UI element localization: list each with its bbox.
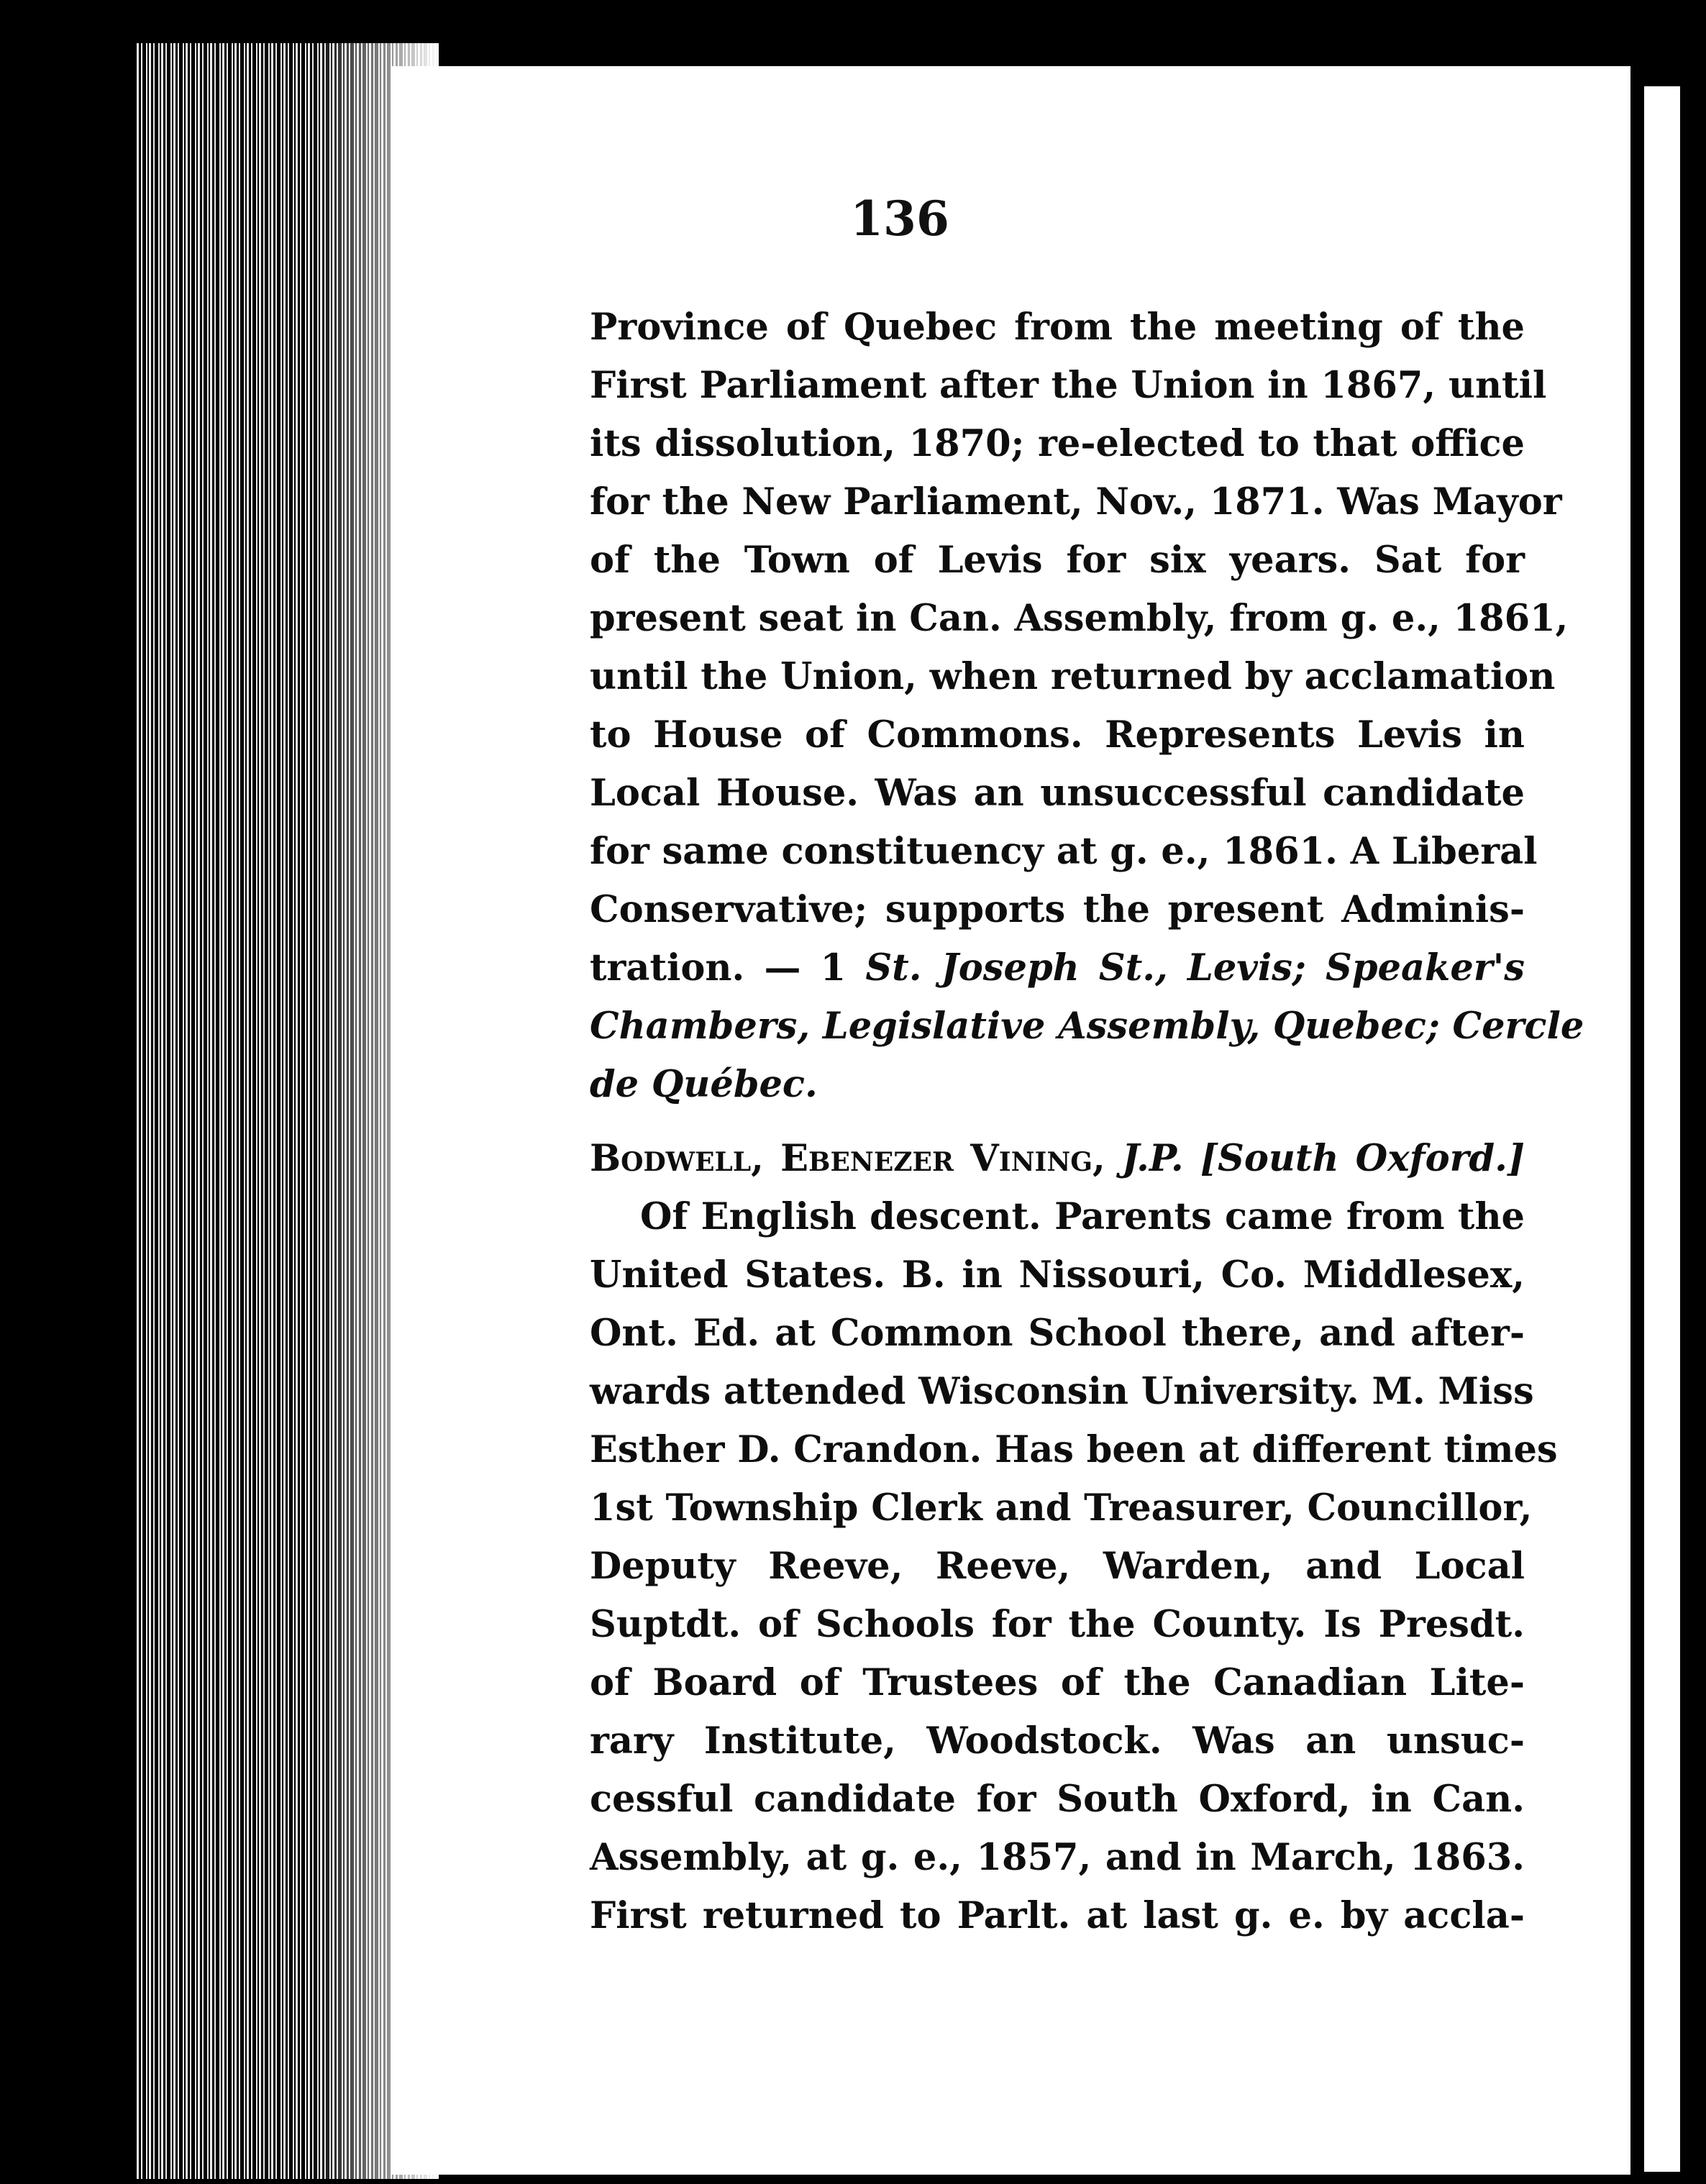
text-line: Deputy Reeve, Reeve, Warden, and Local [590, 1545, 1525, 1588]
heading-name: Bodwell, Ebenezer Vining, [590, 1137, 1105, 1180]
text-line: United States. B. in Nissouri, Co. Middlesex, [590, 1253, 1525, 1297]
entry-gap [590, 1114, 1525, 1130]
text-line: First Parliament after the Union in 1867, until [590, 364, 1547, 407]
text-line: cessful candidate for South Oxford, in Can. [590, 1778, 1525, 1821]
text-line: Ont. Ed. at Common School there, and after- [590, 1312, 1525, 1355]
text-line: present seat in Can. Assembly, from g. e., 1861, [590, 597, 1569, 640]
text-line: wards attended Wisconsin University. M. Miss [590, 1370, 1534, 1413]
text-line: of the Town of Levis for six years. Sat for [590, 539, 1525, 582]
address-line: de Québec. [590, 1063, 818, 1106]
text-line: for same constituency at g. e., 1861. A Liberal [590, 830, 1538, 873]
address-lead: tration. — 1 [590, 946, 847, 990]
heading-title: J.P. [1122, 1137, 1184, 1180]
text-line: Conservative; supports the present Adminis- [590, 888, 1525, 931]
text-line: Of English descent. Parents came from the [640, 1195, 1525, 1238]
text-line: First returned to Parlt. at last g. e. by accla- [590, 1894, 1525, 1937]
entry-heading [590, 1130, 1525, 1188]
text-line: Esther D. Crandon. Has been at different times [590, 1428, 1558, 1471]
text-line: 1st Township Clerk and Treasurer, Councillor, [590, 1486, 1533, 1530]
text-line: Province of Quebec from the meeting of the [590, 306, 1525, 349]
text-line: Suptdt. of Schools for the County. Is Presdt. [590, 1603, 1525, 1646]
scan-border [1644, 86, 1680, 2172]
page-edge-fade [309, 43, 439, 2179]
text-line: Assembly, at g. e., 1857, and in March, 1863. [590, 1836, 1525, 1879]
address-line: Chambers, Legislative Assembly, Quebec; Cercle [590, 1005, 1584, 1048]
address-italic: St. Joseph St., Levis; Speaker's [865, 946, 1525, 990]
page-number: 136 [850, 191, 949, 247]
text-line: Local House. Was an unsuccessful candidate [590, 772, 1525, 815]
heading-constituency: [South Oxford.] [1200, 1137, 1525, 1180]
text-line: until the Union, when returned by acclamation [590, 655, 1556, 698]
address-line [590, 939, 1525, 997]
text-line: rary Institute, Woodstock. Was an unsuc- [590, 1719, 1525, 1763]
text-line: of Board of Trustees of the Canadian Lite- [590, 1661, 1525, 1704]
text-line: for the New Parliament, Nov., 1871. Was Mayor [590, 480, 1562, 524]
text-line: its dissolution, 1870; re-elected to that office [590, 422, 1525, 465]
page-text [590, 298, 1584, 1945]
text-line: to House of Commons. Represents Levis in [590, 713, 1525, 757]
